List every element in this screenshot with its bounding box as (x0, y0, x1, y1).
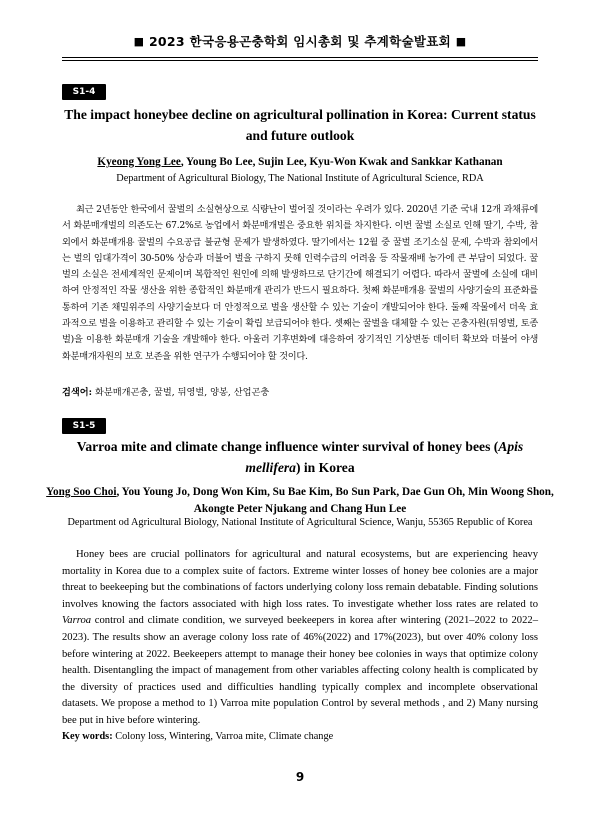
coauthors: , Young Bo Lee, Sujin Lee, Kyu-Won Kwak and Sankkar Kathanan (180, 156, 503, 168)
abstract-body-s1-4: 최근 2년동안 한국에서 꿀벌의 소실현상으로 식량난이 벌어질 것이라는 우려가 있다. 2020년 기준 국내 12개 과채류에서 화분매개벌의 의존도는 67.2%로 농업에서 화분매개벌은 중요한 위치를 차지한다. 이번 꿀벌 소실로 인해 딸기, 수박, 참외에서 화분매개용 꿀벌의 수요공급 불균형 문제가 발생하였다. 딸기에서는 12월 중 꿀벌 조기소실 문제, 수박과 참외에서는 벌의 임대가격이 30-50% 상승과 더불어 벌을 구하지 못해 인력수급의 어려움 등 작물재배 농가에 큰 부담이 되었다. 꿀벌의 소실은 전세계적인 문제이며 복합적인 원인에 의해 발생하므로 단기간에 해결되기 어렵다. 따라서 꿀벌에 소실에 대비하여 안정적인 작물 생산을 위한 종합적인 화분매개 관리가 반드시 필요하다. 첫째 화분매개용 꿀벌의 사양기술의 표준화를 통하여 기존 채밀위주의 사양기술보다 더 안정적으로 벌을 생산할 수 있는 기술이 개발되어야 한다. 둘째 작물에서 더욱 효과적으로 벌을 이용하고 관리할 수 있는 기술이 확립 보급되어야 한다. 셋째는 꿀벌을 대체할 수 있는 곤충자원(뒤영벌, 토종벌)을 이용한 화분매개 기술을 개발해야 한다. 아울러 기후변화에 대응하여 장기적인 기상변동 데이터 확보와 더불어 야생 화분매개자원의 보호 보존을 위한 연구가 수행되어야 할 것이다. (62, 204, 538, 362)
abstract-badge-s1-4: S1-4 (62, 84, 106, 100)
body-italic-varroa: Varroa (62, 615, 92, 627)
abstract-affiliation-s1-5: Department od Agricultural Biology, National Institute of Agricultural Science, Wanju, 55365 Republic of Korea (67, 517, 533, 528)
title-text-part2: ) in Korea (295, 460, 355, 475)
body-text-part2: control and climate condition, we surveyed beekeepers in korea after wintering (2021–2022 to 2022–2023). The results show an average colony loss rate of 46%(2022) and 17%(2023), but over 40% colony loss before wintering at 2022. Beekeepers attempt to manage their honey bee colonies in ways that optimize colony health. Disentangling the impact of management from other variables affecting colony health is complicated by the diversity of practices used and difficulties handling typically complex and incomplete observational datasets. We propose a method to 1) Varroa mite population Control by several methods , and 2) Many nursing bee put in hive before wintering. (62, 615, 538, 726)
title-italic-species: Apis mellifera (245, 439, 524, 475)
proceedings-header (0, 32, 600, 50)
title-text-part1: Varroa mite and climate change influence winter survival of honey bees ( (76, 439, 499, 454)
header-rule (62, 57, 538, 58)
header-bullet-right: ■ (455, 35, 467, 48)
header-title: 2023 한국응용곤충학회 임시총회 및 추계학술발표회 (148, 34, 452, 49)
keywords-label: 검색어: (62, 387, 93, 398)
keywords-text: Colony loss, Wintering, Varroa mite, Climate change (112, 731, 334, 742)
body-text-part1: Honey bees are crucial pollinators for agricultural and natural ecosystems, but are experiencing heavy mortality in Korea due to a complex suite of factors. Extreme winter losses of honey bee colonies are a major threat to beekeeping but the combinations of factors underlying colony loss remain debatable. Finding solutions involves knowing the factors associated with high loss rates. To investigate whether loss rates are related to (62, 549, 538, 610)
abstract-badge-s1-5: S1-5 (62, 418, 106, 434)
keywords-text: 화분매개곤충, 꿀벌, 뒤영벌, 양봉, 산업곤충 (92, 387, 270, 398)
abstract-keywords-s1-5 (62, 731, 538, 742)
coauthors: , You Young Jo, Dong Won Kim, Su Bae Kim, Bo Sun Park, Dae Gun Oh, Min Woong Shon, Akongte Peter Njukang and Chang Hun Lee (116, 486, 554, 515)
header-rule-thin (62, 60, 538, 61)
presenter-name: Yong Soo Choi (46, 486, 117, 498)
presenter-name: Kyeong Yong Lee (97, 156, 181, 168)
abstract-authors-s1-4 (40, 154, 560, 171)
abstract-keywords-s1-4 (62, 384, 538, 398)
header-bullet-left: ■ (133, 35, 145, 48)
keywords-label: Key words: (62, 731, 113, 742)
page-number: 9 (295, 770, 305, 784)
abstract-title-s1-5 (62, 436, 538, 478)
abstract-body-s1-5 (62, 547, 538, 730)
abstract-authors-s1-5 (40, 484, 560, 518)
abstract-affiliation-s1-4: Department of Agricultural Biology, The National Institute of Agricultural Science, RDA (116, 173, 484, 184)
abstract-title-s1-4: The impact honeybee decline on agricultural pollination in Korea: Current status and future outlook (64, 107, 536, 143)
